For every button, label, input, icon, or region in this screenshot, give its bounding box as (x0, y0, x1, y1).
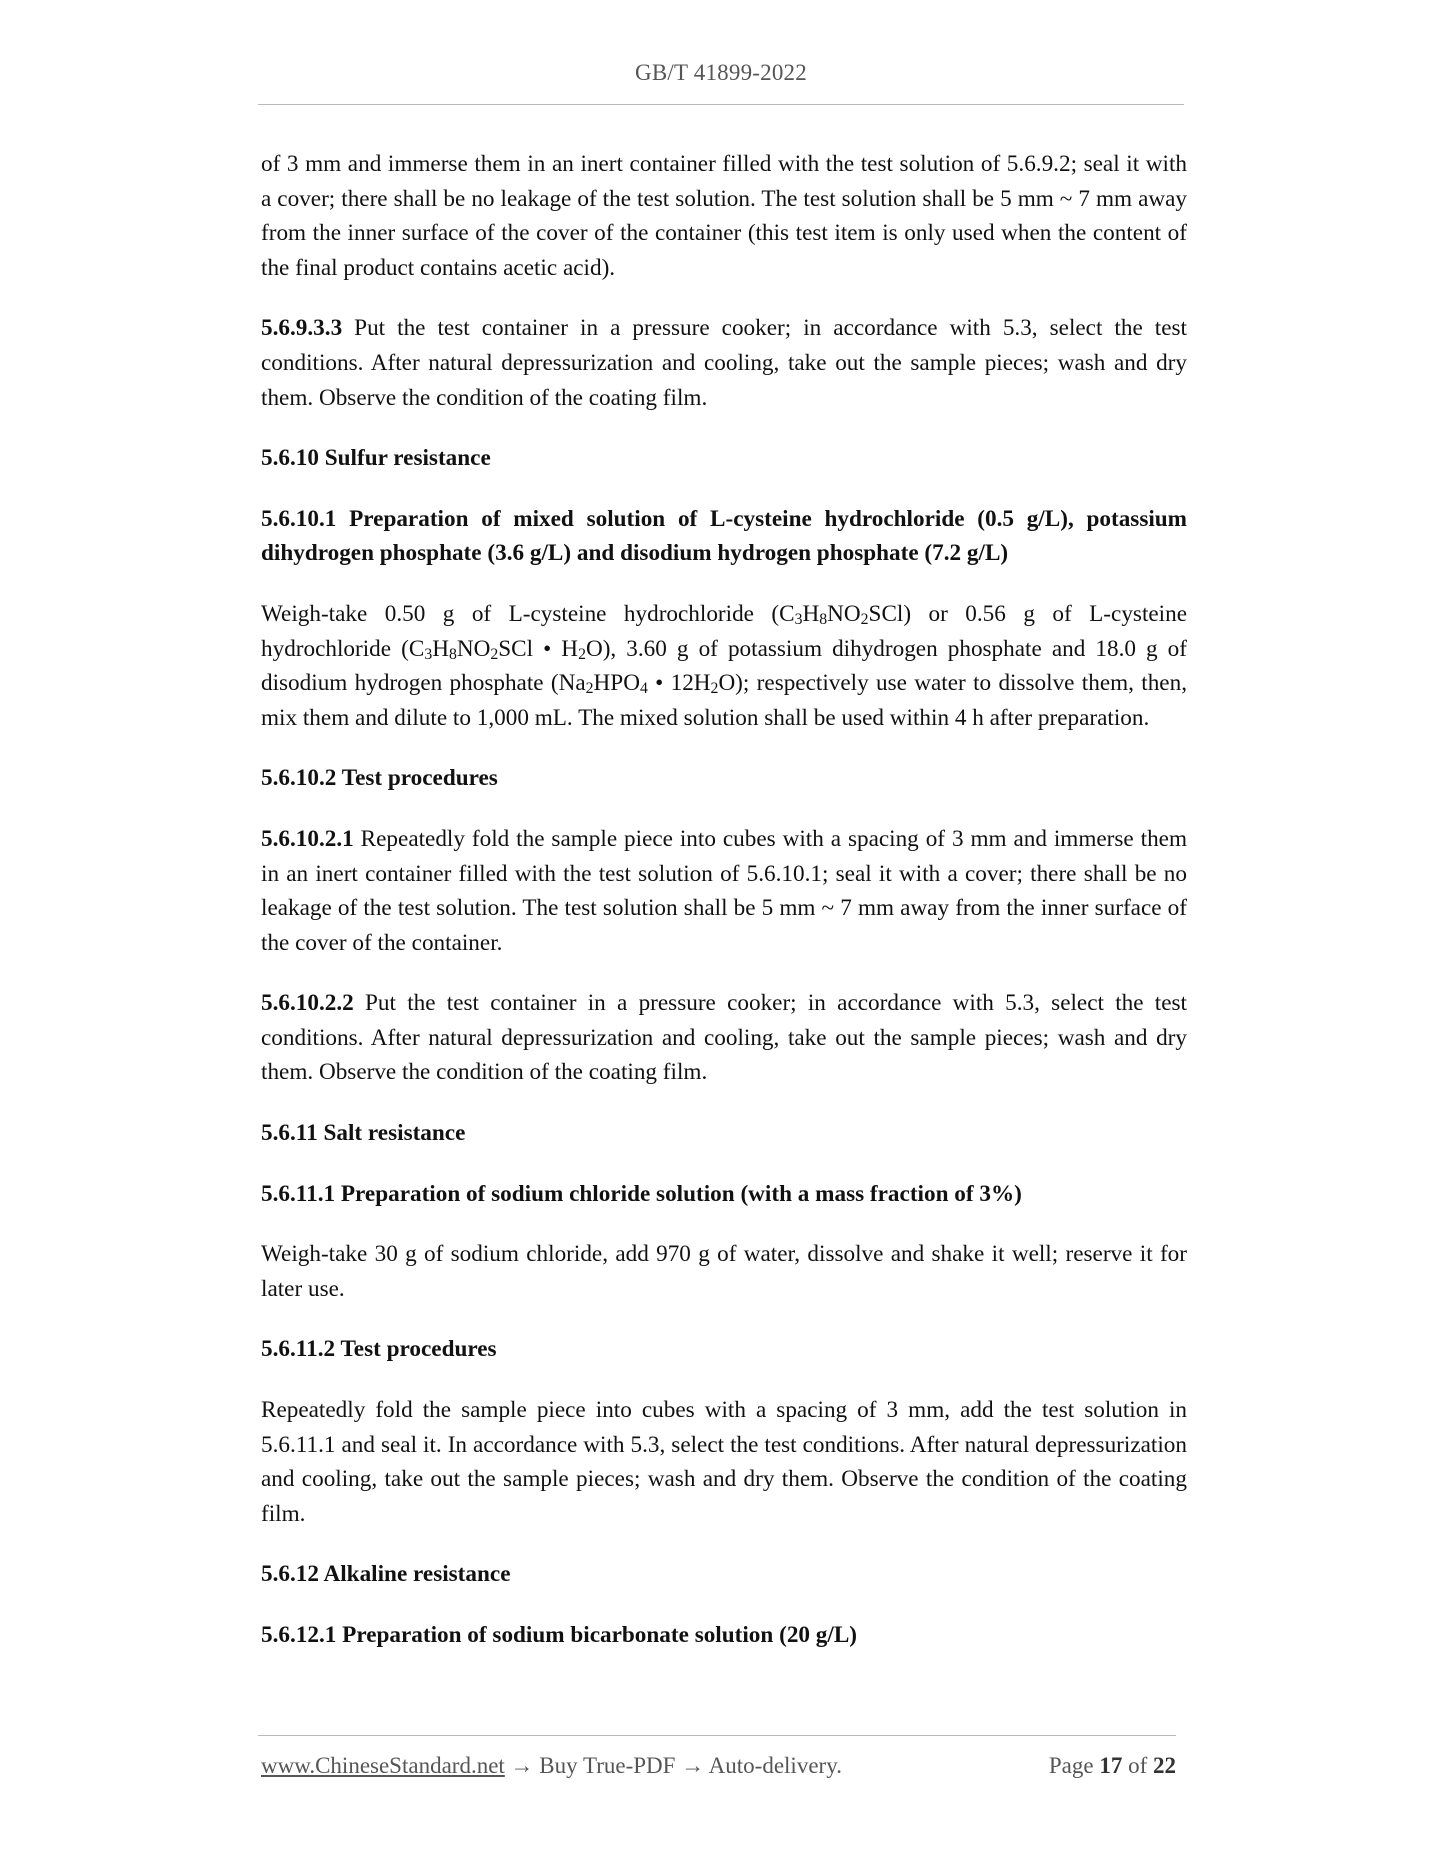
subscript: 3 (424, 645, 433, 663)
arrow-icon: → (675, 1753, 709, 1778)
subscript: 2 (585, 679, 594, 697)
heading-sulfur-resistance: 5.6.10 Sulfur resistance (261, 445, 491, 472)
clause-5-6-9-3-3 (261, 311, 1187, 415)
heading-alkaline-resistance: 5.6.12 Alkaline resistance (261, 1561, 511, 1588)
subscript: 2 (490, 645, 499, 663)
text-run: • 12H (647, 670, 711, 697)
subscript: 2 (860, 610, 869, 628)
page-indicator (1049, 1753, 1176, 1779)
heading-sodium-bicarbonate-preparation: 5.6.12.1 Preparation of sodium bicarbonate solution (20 g/L) (261, 1622, 858, 1648)
footer-promo (261, 1753, 842, 1779)
current-page-number: 17 (1099, 1753, 1123, 1778)
auto-delivery-text: Auto-delivery. (708, 1753, 842, 1778)
subscript: 3 (794, 610, 803, 628)
text-run: NO (456, 635, 491, 662)
text-run: O), 3.60 g of potassium dihydrogen phosphate and 18.0 g of disodium hydrogen phosphate (Na (261, 635, 1188, 697)
paragraph-weigh-take-cysteine (261, 597, 1187, 735)
paragraph-salt-test-procedure: Repeatedly fold the sample piece into cubes with a spacing of 3 mm, add the test solution in 5.6.11.1 and seal it. In accordance with 5.3, select the test conditions. After natural depressurization and cooling, take out the sample pieces; wash and dry them. Observe the condition of the coating film. (261, 1397, 1187, 1527)
heading-sodium-chloride-preparation: 5.6.11.1 Preparation of sodium chloride solution (with a mass fraction of 3%) (261, 1180, 1022, 1207)
text-run: HPO (593, 670, 640, 697)
clause-5-6-10-2-2 (261, 986, 1187, 1090)
heading-salt-resistance: 5.6.11 Salt resistance (261, 1120, 466, 1147)
clause-number: 5.6.9.3.3 (261, 315, 343, 342)
clause-number: 5.6.10.2.1 (261, 825, 354, 852)
paragraph-weigh-take-sodium-chloride: Weigh-take 30 g of sodium chloride, add 970 g of water, dissolve and shake it well; reserve it for later use. (261, 1241, 1187, 1302)
footer-divider (258, 1735, 1176, 1736)
website-link[interactable]: www.ChineseStandard.net (261, 1753, 505, 1778)
subscript: 8 (819, 610, 828, 628)
text-run: NO (827, 600, 861, 627)
clause-5-6-10-2-1 (261, 822, 1187, 960)
heading-test-procedures-5-6-11-2: 5.6.11.2 Test procedures (261, 1336, 497, 1363)
text-run: SCl • H (498, 635, 579, 662)
subscript: 4 (639, 679, 648, 697)
text-run: H (432, 635, 449, 662)
buy-pdf-text: Buy True-PDF (539, 1753, 676, 1778)
clause-text: Put the test container in a pressure cooker; in accordance with 5.3, select the test conditions. After natural depressurization and cooling, take out the sample pieces; wash and dry them. Observe the condition of the coating film. (261, 315, 1187, 411)
clause-text: Repeatedly fold the sample piece into cubes with a spacing of 3 mm and immerse them in an inert container filled with the test solution of 5.6.10.1; seal it with a cover; there shall be no leakage of the test solution. The test solution shall be 5 mm ~ 7 mm away from the inner surface of the cover of the container. (261, 825, 1187, 956)
text-run: Weigh-take 0.50 g of L-cysteine hydrochloride (C (261, 600, 795, 627)
heading-test-procedures-5-6-10-2: 5.6.10.2 Test procedures (261, 765, 498, 792)
document-header: GB/T 41899-2022 (635, 60, 807, 85)
clause-number: 5.6.10.2.2 (261, 990, 354, 1017)
text-run: H (802, 600, 820, 627)
paragraph-continuation: of 3 mm and immerse them in an inert container filled with the test solution of 5.6.9.2; seal it with a cover; there shall be no leakage of the test solution. The test solution shall be 5 mm ~ 7 mm away from the inner surface of the cover of the container (this test item is only used when the content of the final product contains acetic acid). (261, 151, 1187, 281)
subscript: 2 (710, 679, 719, 697)
text-run: O); respectively use water to dissolve them, then, mix them and dilute to 1,000 mL. The mixed solution shall be used within 4 h after preparation. (261, 670, 1187, 731)
header-divider (258, 104, 1184, 105)
page-label: Page (1048, 1753, 1100, 1778)
subscript: 2 (578, 645, 586, 663)
of-label: of (1122, 1753, 1153, 1778)
subscript: 8 (448, 645, 457, 663)
text-run: SCl) or 0.56 g of L-cysteine hydrochloride (C (261, 600, 1188, 662)
heading-mixed-solution-preparation: 5.6.10.1 Preparation of mixed solution of L-cysteine hydrochloride (0.5 g/L), potassium dihydrogen phosphate (3.6 g/L) and disodium hydrogen phosphate (7.2 g/L) (261, 505, 1187, 567)
arrow-icon: → (504, 1753, 540, 1778)
clause-text: Put the test container in a pressure cooker; in accordance with 5.3, select the test conditions. After natural depressurization and cooling, take out the sample pieces; wash and dry them. Observe the condition of the coating film. (261, 990, 1187, 1086)
total-pages: 22 (1153, 1753, 1176, 1778)
document-body (261, 147, 1187, 1679)
